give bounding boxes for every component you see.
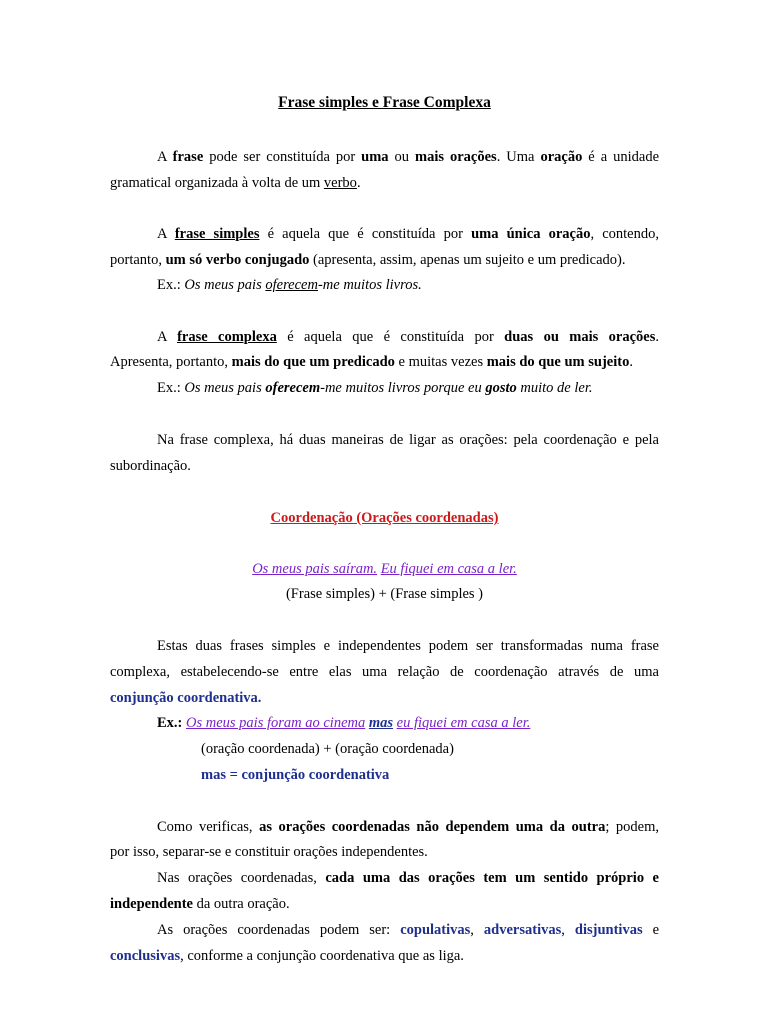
paragraph-6-line-1: Como verificas, as orações coordenadas não dependem uma da outra; podem, [157, 819, 659, 835]
paragraph-2-line-2: portanto, um só verbo conjugado (apresenta, assim, apenas um sujeito e um predicado). [110, 252, 626, 268]
paragraph-1-line-2: gramatical organizada à volta de um verbo. [110, 175, 361, 191]
paragraph-6-line-2: por isso, separar-se e constituir orações independentes. [110, 844, 428, 860]
paragraph-2-example: Ex.: Os meus pais oferecem-me muitos livros. [157, 277, 422, 293]
paragraph-5-line-2: complexa, estabelecendo-se entre elas uma relação de coordenação através de uma [110, 664, 659, 680]
paragraph-4-line-2: subordinação. [110, 458, 191, 474]
paragraph-2-line-1: A frase simples é aquela que é constituída por uma única oração, contendo, [157, 226, 659, 242]
paragraph-8-line-1: As orações coordenadas podem ser: copulativas, adversativas, disjuntivas e [157, 922, 659, 938]
coordination-heading: Coordenação (Orações coordenadas) [270, 510, 499, 526]
paragraph-5-line-1: Estas duas frases simples e independentes podem ser transformadas numa frase [157, 638, 659, 654]
paragraph-3-example: Ex.: Os meus pais oferecem-me muitos livros porque eu gosto muito de ler. [157, 380, 593, 396]
paragraph-8-line-2: conclusivas, conforme a conjunção coordenativa que as liga. [110, 948, 464, 964]
coordinated-example: Ex.: Os meus pais foram ao cinema mas eu fiquei em casa a ler. [157, 715, 531, 731]
simple-sentences-example: Os meus pais saíram. Eu fiquei em casa a ler. [252, 561, 517, 577]
paragraph-7-line-2: independente da outra oração. [110, 896, 290, 912]
paragraph-4-line-1: Na frase complexa, há duas maneiras de ligar as orações: pela coordenação e pela [157, 432, 659, 448]
paragraph-7-line-1: Nas orações coordenadas, cada uma das orações tem um sentido próprio e [157, 870, 659, 886]
paragraph-3-line-1: A frase complexa é aquela que é constituída por duas ou mais orações. [157, 329, 659, 345]
coordinated-caption: (oração coordenada) + (oração coordenada) [201, 741, 454, 757]
page-title: Frase simples e Frase Complexa [278, 94, 491, 111]
paragraph-5-line-3: conjunção coordenativa. [110, 690, 262, 706]
paragraph-3-line-2: Apresenta, portanto, mais do que um predicado e muitas vezes mais do que um sujeito. [110, 354, 633, 370]
simple-sentences-caption: (Frase simples) + (Frase simples ) [285, 586, 484, 602]
paragraph-1-line-1: A frase pode ser constituída por uma ou mais orações. Uma oração é a unidade [157, 149, 659, 165]
conjunction-note: mas = conjunção coordenativa [201, 767, 390, 783]
